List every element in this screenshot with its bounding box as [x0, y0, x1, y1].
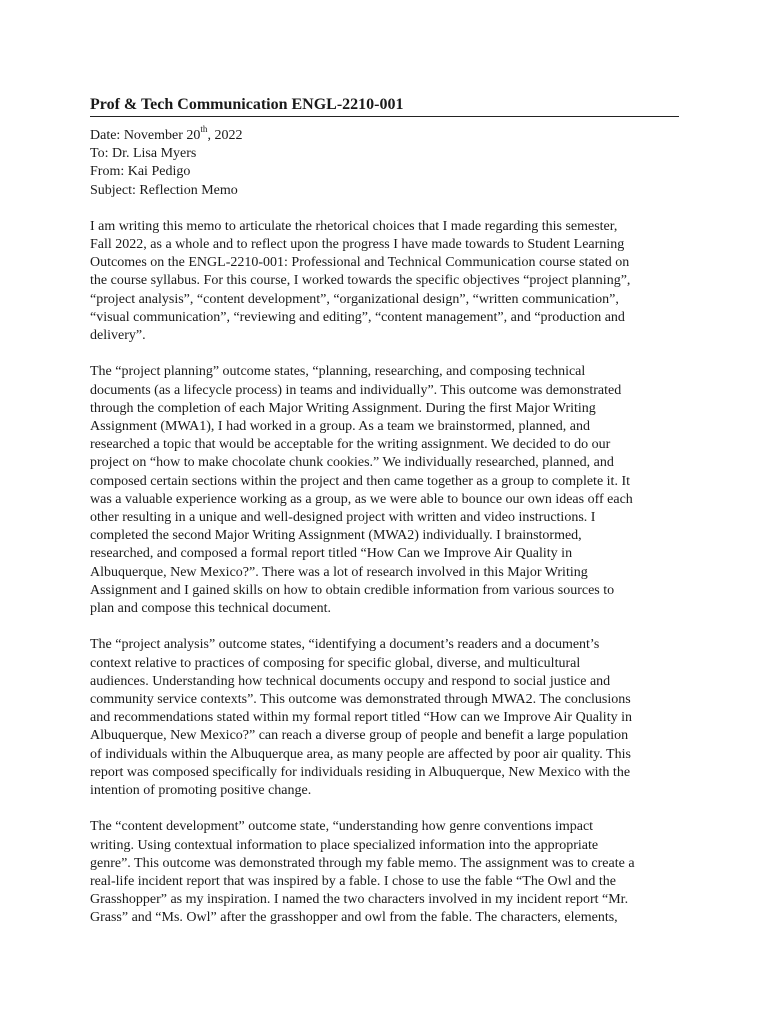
- paragraph-line: intention of promoting positive change.: [90, 783, 312, 799]
- paragraph-line: The “project analysis” outcome states, “identifying a document’s readers and a document’s: [90, 637, 600, 653]
- memo-content: [90, 95, 690, 946]
- paragraph-line: “visual communication”, “reviewing and editing”, “content management”, and “production and: [90, 309, 625, 325]
- memo-date-line: [90, 124, 690, 145]
- paragraph-line: Outcomes on the ENGL-2210-001: Professional and Technical Communication course stated on: [90, 255, 630, 271]
- memo-from-line: From: Kai Pedigo: [90, 164, 191, 180]
- memo-date-suffix: , 2022: [207, 128, 243, 143]
- paragraph-line: I am writing this memo to articulate the rhetorical choices that I made regarding this semester,: [90, 218, 618, 234]
- paragraph-line: of individuals within the Albuquerque area, as many people are affected by poor air quality. This: [90, 746, 631, 762]
- paragraph-line: context relative to practices of composing for specific global, diverse, and multicultural: [90, 655, 581, 671]
- paragraph-line: audiences. Understanding how technical documents occupy and respond to social justice and: [90, 673, 611, 689]
- paragraph-line: the course syllabus. For this course, I worked towards the specific objectives “project planning”,: [90, 273, 631, 289]
- paragraph-line: Albuquerque, New Mexico?” can reach a diverse group of people and benefit a large population: [90, 728, 629, 744]
- paragraph-line: other resulting in a unique and well-designed project with written and video instructions. I: [90, 510, 596, 526]
- paragraph-line: was a valuable experience working as a group, as we were able to bounce our own ideas off each: [90, 491, 633, 507]
- memo-date-superscript: th: [200, 124, 208, 135]
- paragraph-line: “project analysis”, “content development”, “organizational design”, “written communication”,: [90, 291, 619, 307]
- paragraph-line: Albuquerque, New Mexico?”. There was a lot of research involved in this Major Writing: [90, 564, 588, 580]
- paragraph-line: Grass” and “Ms. Owl” after the grasshopper and owl from the fable. The characters, elements,: [90, 910, 618, 926]
- paragraph-line: Assignment and I gained skills on how to obtain credible information from various sources to: [90, 582, 615, 598]
- paragraph-line: through the completion of each Major Writing Assignment. During the first Major Writing: [90, 400, 596, 416]
- memo-body: [90, 218, 690, 928]
- body-paragraph: [90, 363, 690, 618]
- paragraph-line: Grasshopper” as my inspiration. I named the two characters involved in my incident report “Mr.: [90, 892, 629, 908]
- paragraph-line: and recommendations stated within my formal report titled “How can we Improve Air Quality in: [90, 710, 632, 726]
- paragraph-line: project on “how to make chocolate chunk cookies.” We individually researched, planned, and: [90, 455, 614, 471]
- paragraph-line: The “project planning” outcome states, “planning, researching, and composing technical: [90, 364, 586, 380]
- paragraph-line: completed the second Major Writing Assignment (MWA2) individually. I brainstormed,: [90, 528, 582, 544]
- document-title: Prof & Tech Communication ENGL-2210-001: [90, 95, 679, 117]
- memo-subject-line: Subject: Reflection Memo: [90, 182, 238, 198]
- paragraph-line: The “content development” outcome state, “understanding how genre conventions impact: [90, 819, 594, 835]
- memo-header: [90, 124, 690, 200]
- paragraph-line: writing. Using contextual information to place specialized information into the appropriate: [90, 837, 599, 853]
- body-paragraph: [90, 218, 690, 345]
- paragraph-line: genre”. This outcome was demonstrated through my fable memo. The assignment was to create a: [90, 855, 635, 871]
- memo-to-line: To: Dr. Lisa Myers: [90, 146, 197, 162]
- paragraph-line: researched, and composed a formal report titled “How Can we Improve Air Quality in: [90, 546, 573, 562]
- paragraph-line: researched a topic that would be acceptable for the writing assignment. We decided to do our: [90, 437, 611, 453]
- paragraph-line: Assignment (MWA1), I had worked in a group. As a team we brainstormed, planned, and: [90, 419, 590, 435]
- paragraph-line: composed certain sections within the project and then came together as a group to complete it. It: [90, 473, 630, 489]
- paragraph-line: real-life incident report that was inspired by a fable. I chose to use the fable “The Owl and the: [90, 874, 616, 890]
- paragraph-line: Fall 2022, as a whole and to reflect upon the progress I have made towards to Student Learning: [90, 237, 625, 253]
- body-paragraph: [90, 636, 690, 800]
- paragraph-line: community service contexts”. This outcome was demonstrated through MWA2. The conclusions: [90, 692, 631, 708]
- body-paragraph: [90, 818, 690, 927]
- memo-date-prefix: Date: November 20: [90, 128, 201, 143]
- paragraph-line: report was composed specifically for individuals residing in Albuquerque, New Mexico with the: [90, 764, 631, 780]
- paragraph-line: delivery”.: [90, 328, 146, 344]
- paragraph-line: plan and compose this technical document.: [90, 601, 332, 617]
- paragraph-line: documents (as a lifecycle process) in teams and individually”. This outcome was demonstrated: [90, 382, 622, 398]
